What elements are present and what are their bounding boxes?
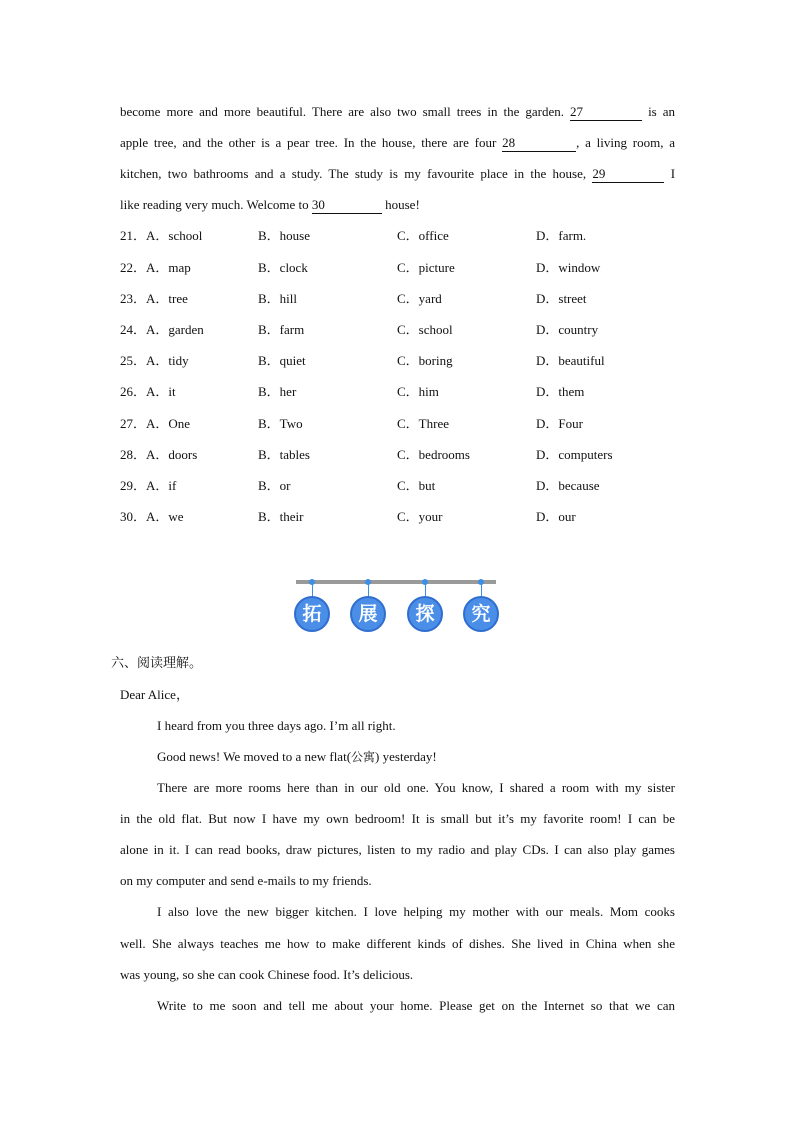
- question-22: [120, 258, 680, 278]
- passage-text: house!: [385, 197, 420, 212]
- option-b[interactable]: B．clock: [258, 260, 308, 275]
- option-b[interactable]: B．or: [258, 478, 291, 493]
- option-b[interactable]: B．Two: [258, 416, 303, 431]
- question-28: [120, 445, 680, 465]
- letter-paragraph-2: [120, 747, 675, 767]
- passage-line-4: [120, 195, 450, 215]
- passage-text: , a living room, a: [576, 135, 675, 150]
- blank-number: 27: [570, 104, 584, 119]
- letter-paragraph-4-line-1: I also love the new bigger kitchen. I love helping my mother with our meals. Mom cooks: [157, 904, 675, 919]
- option-d[interactable]: D．country: [536, 322, 599, 337]
- question-21: [120, 226, 680, 246]
- passage-line-2: [120, 133, 675, 153]
- option-b[interactable]: B．quiet: [258, 353, 306, 368]
- option-b[interactable]: B．farm: [258, 322, 305, 337]
- option-d[interactable]: D．street: [536, 291, 587, 306]
- blank-27: [570, 104, 642, 121]
- banner-char-circle: 究: [463, 596, 499, 632]
- option-c[interactable]: C．but: [397, 478, 436, 493]
- banner-char-circle: 探: [407, 596, 443, 632]
- option-d[interactable]: D．them: [536, 384, 585, 399]
- option-a[interactable]: 26．A．it: [120, 384, 176, 399]
- passage-text: apple tree, and the other is a pear tree. In the house, there are four: [120, 135, 497, 150]
- option-d[interactable]: D．farm.: [536, 228, 587, 243]
- banner-char-circle: 展: [350, 596, 386, 632]
- passage-text: kitchen, two bathrooms and a study. The study is my favourite place in the house,: [120, 166, 587, 181]
- option-b[interactable]: B．house: [258, 228, 311, 243]
- letter-paragraph-1: I heard from you three days ago. I’m all right.: [157, 718, 396, 733]
- letter-paragraph-4-line-2: well. She always teaches me how to make different kinds of dishes. She lived in China when she: [120, 936, 675, 951]
- blank-number: 28: [502, 135, 516, 150]
- option-c[interactable]: C．yard: [397, 291, 442, 306]
- option-a[interactable]: 28．A．doors: [120, 447, 198, 462]
- option-c[interactable]: C．your: [397, 509, 443, 524]
- option-d[interactable]: D．computers: [536, 447, 613, 462]
- option-a[interactable]: 30．A．we: [120, 509, 184, 524]
- blank-number: 29: [592, 166, 606, 181]
- banner-stem: [481, 584, 482, 596]
- section-title: 六、阅读理解。: [111, 656, 203, 671]
- option-a[interactable]: 24．A．garden: [120, 322, 204, 337]
- blank-29: [592, 166, 664, 183]
- passage-text: become more and more beautiful. There are also two small trees in the garden.: [120, 104, 564, 119]
- passage-line-3: [120, 164, 675, 184]
- option-c[interactable]: C．Three: [397, 416, 449, 431]
- option-d[interactable]: D．beautiful: [536, 353, 605, 368]
- question-27: [120, 414, 680, 434]
- option-a[interactable]: 21．A．school: [120, 228, 203, 243]
- option-c[interactable]: C．him: [397, 384, 439, 399]
- question-30: [120, 507, 680, 527]
- option-c[interactable]: C．bedrooms: [397, 447, 470, 462]
- option-a[interactable]: 22．A．map: [120, 260, 191, 275]
- option-b[interactable]: B．tables: [258, 447, 310, 462]
- letter-text: ) yesterday!: [375, 749, 437, 764]
- option-d[interactable]: D．because: [536, 478, 600, 493]
- option-c[interactable]: C．school: [397, 322, 453, 337]
- banner-stem: [312, 584, 313, 596]
- letter-paragraph-3-line-3: alone in it. I can read books, draw pictures, listen to my radio and play CDs. I can also play games: [120, 842, 675, 857]
- option-a[interactable]: 23．A．tree: [120, 291, 188, 306]
- passage-text: like reading very much. Welcome to: [120, 197, 309, 212]
- option-d[interactable]: D．our: [536, 509, 576, 524]
- letter-paragraph-3-line-1: There are more rooms here than in our old one. You know, I shared a room with my sister: [157, 780, 675, 795]
- option-a[interactable]: 27．A．One: [120, 416, 191, 431]
- extension-banner: [292, 578, 500, 638]
- option-a[interactable]: 25．A．tidy: [120, 353, 189, 368]
- blank-30: [312, 197, 382, 214]
- passage-text: I: [670, 166, 676, 181]
- banner-stem: [368, 584, 369, 596]
- question-24: [120, 320, 680, 340]
- letter-paragraph-4-line-3: was young, so she can cook Chinese food. It’s delicious.: [120, 967, 414, 982]
- banner-bar: [296, 580, 496, 584]
- option-a[interactable]: 29．A．if: [120, 478, 177, 493]
- question-25: [120, 351, 680, 371]
- letter-paragraph-5-line-1: Write to me soon and tell me about your home. Please get on the Internet so that we can: [157, 998, 675, 1013]
- option-b[interactable]: B．their: [258, 509, 304, 524]
- question-23: [120, 289, 680, 309]
- option-b[interactable]: B．hill: [258, 291, 298, 306]
- option-c[interactable]: C．picture: [397, 260, 455, 275]
- letter-paragraph-3-line-2: in the old flat. But now I have my own bedroom! It is small but it’s my favorite room! I can be: [120, 811, 675, 826]
- passage-text: is an: [648, 104, 676, 119]
- letter-paragraph-3-line-4: on my computer and send e-mails to my friends.: [120, 873, 372, 888]
- blank-number: 30: [311, 197, 325, 212]
- passage-line-1: [120, 102, 675, 122]
- option-d[interactable]: D．Four: [536, 416, 583, 431]
- banner-char-circle: 拓: [294, 596, 330, 632]
- letter-text: Good news! We moved to a new flat(: [157, 749, 352, 764]
- option-c[interactable]: C．boring: [397, 353, 453, 368]
- option-d[interactable]: D．window: [536, 260, 601, 275]
- option-c[interactable]: C．office: [397, 228, 449, 243]
- question-29: [120, 476, 680, 496]
- letter-greeting: Dear Alice，: [120, 687, 189, 702]
- option-b[interactable]: B．her: [258, 384, 297, 399]
- banner-stem: [425, 584, 426, 596]
- letter-chinese-gloss: 公寓: [351, 750, 376, 764]
- blank-28: [502, 135, 576, 152]
- question-26: [120, 382, 680, 402]
